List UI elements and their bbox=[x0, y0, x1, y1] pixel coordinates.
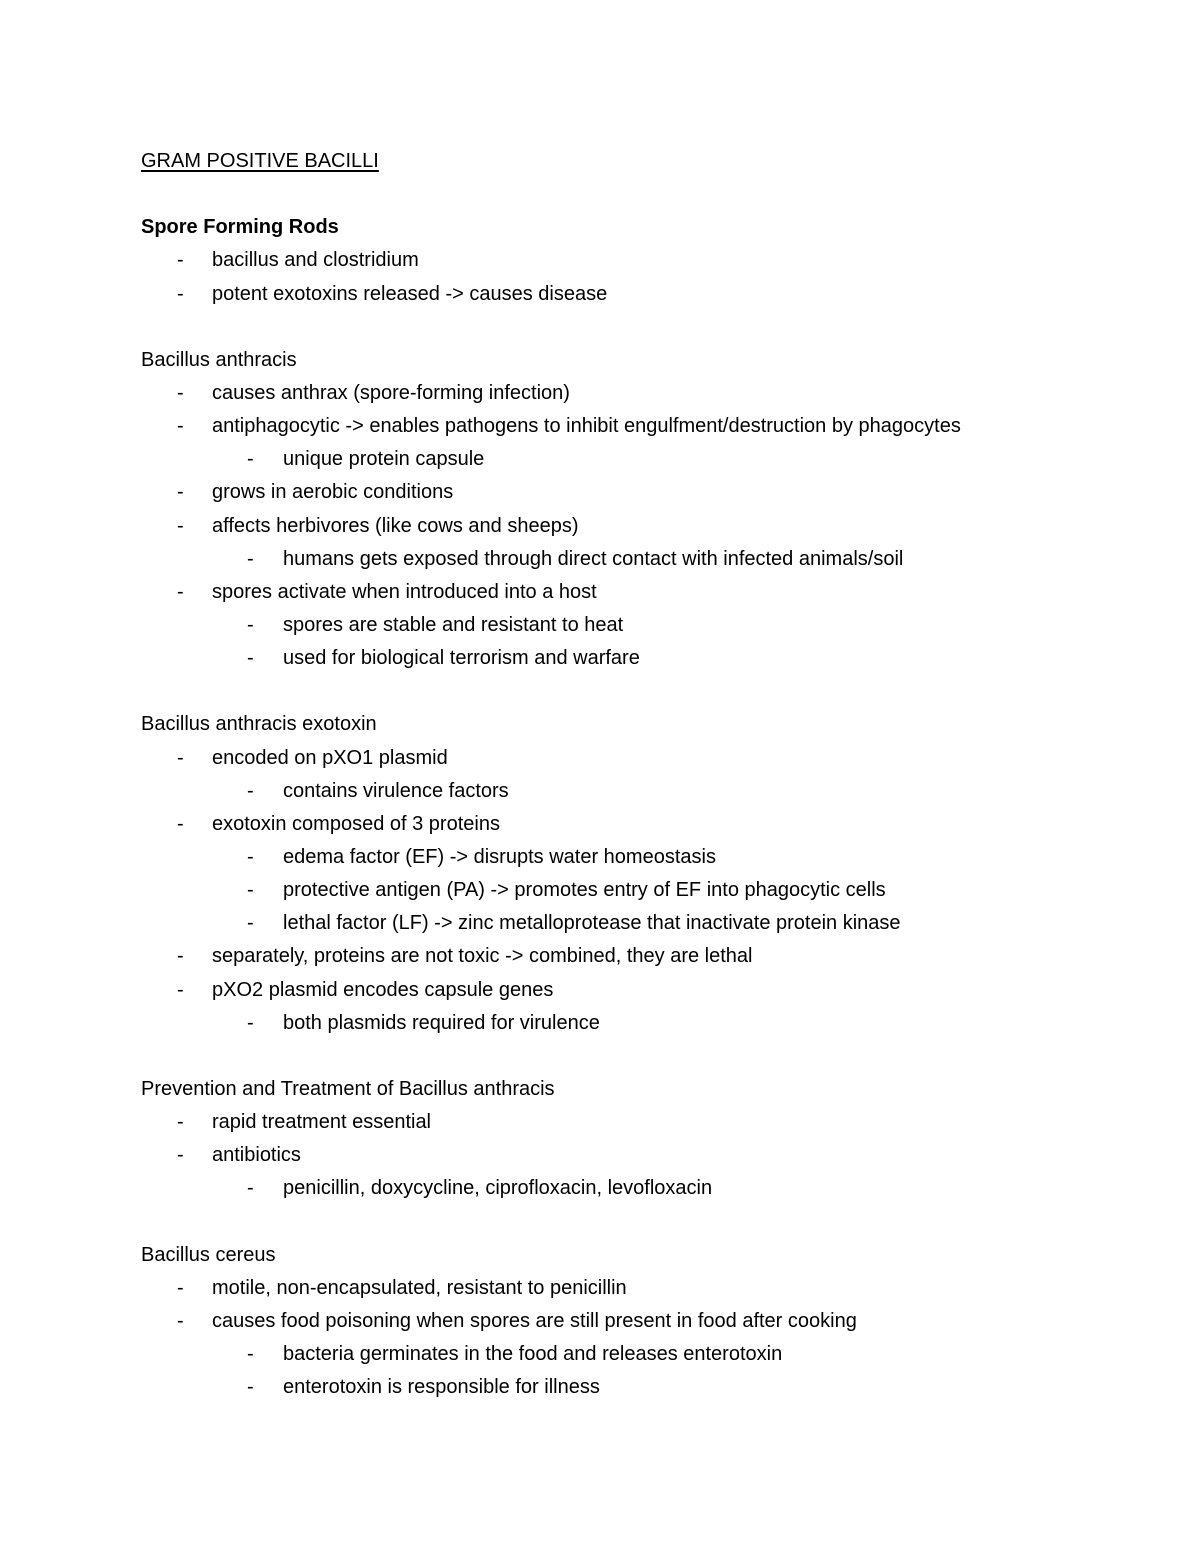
list-item-text: pXO2 plasmid encodes capsule genes bbox=[212, 978, 554, 1001]
bullet-dash: - bbox=[177, 978, 184, 1001]
bullet-dash: - bbox=[177, 1309, 184, 1332]
bullet-dash: - bbox=[247, 613, 254, 636]
list-item-text: exotoxin composed of 3 proteins bbox=[212, 812, 500, 835]
list-item-text: causes food poisoning when spores are still present in food after cooking bbox=[212, 1309, 857, 1332]
list-subitem bbox=[141, 907, 1101, 940]
list-item bbox=[141, 476, 1101, 509]
list-item bbox=[141, 940, 1101, 973]
bullet-dash: - bbox=[177, 812, 184, 835]
list-item-text: enterotoxin is responsible for illness bbox=[283, 1376, 600, 1399]
list-item-text: penicillin, doxycycline, ciprofloxacin, levofloxacin bbox=[283, 1177, 713, 1200]
bullet-dash: - bbox=[247, 1177, 254, 1200]
bullet-dash: - bbox=[247, 779, 254, 802]
section-heading-exotoxin: Bacillus anthracis exotoxin bbox=[141, 713, 377, 736]
list-item-text: affects herbivores (like cows and sheeps) bbox=[212, 514, 579, 537]
list-item bbox=[141, 742, 1101, 775]
list-subitem bbox=[141, 1371, 1101, 1404]
section-heading-prevention-treatment: Prevention and Treatment of Bacillus anthracis bbox=[141, 1077, 555, 1100]
bullet-dash: - bbox=[177, 580, 184, 603]
list-item-text: bacteria germinates in the food and releases enterotoxin bbox=[283, 1343, 783, 1366]
list-subitem bbox=[141, 775, 1101, 808]
list-item-text: causes anthrax (spore-forming infection) bbox=[212, 381, 570, 404]
list-subitem bbox=[141, 543, 1101, 576]
bullet-dash: - bbox=[247, 1011, 254, 1034]
list-subitem bbox=[141, 1007, 1101, 1040]
spacer bbox=[141, 1040, 1101, 1073]
list-item-text: both plasmids required for virulence bbox=[283, 1011, 600, 1034]
bullet-dash: - bbox=[247, 879, 254, 902]
list-subitem bbox=[141, 443, 1101, 476]
bullet-dash: - bbox=[247, 647, 254, 670]
list-subitem bbox=[141, 841, 1101, 874]
spacer bbox=[141, 675, 1101, 708]
spacer bbox=[141, 1206, 1101, 1239]
list-item bbox=[141, 1305, 1101, 1338]
bullet-dash: - bbox=[177, 481, 184, 504]
list-subitem bbox=[141, 1338, 1101, 1371]
list-item bbox=[141, 244, 1101, 277]
document-body bbox=[141, 145, 1101, 1404]
document-title: GRAM POSITIVE BACILLI bbox=[141, 150, 379, 172]
bullet-dash: - bbox=[177, 249, 184, 272]
bullet-dash: - bbox=[177, 1276, 184, 1299]
bullet-dash: - bbox=[247, 845, 254, 868]
spacer bbox=[141, 311, 1101, 344]
section-heading-bacillus-cereus: Bacillus cereus bbox=[141, 1243, 276, 1266]
list-item bbox=[141, 1106, 1101, 1139]
list-item-text: spores are stable and resistant to heat bbox=[283, 613, 624, 636]
bullet-dash: - bbox=[177, 1144, 184, 1167]
list-subitem bbox=[141, 609, 1101, 642]
bullet-dash: - bbox=[177, 1111, 184, 1134]
list-subitem bbox=[141, 874, 1101, 907]
list-item-text: antiphagocytic -> enables pathogens to inhibit engulfment/destruction by phagocytes bbox=[212, 415, 961, 438]
list-item bbox=[141, 510, 1101, 543]
list-item bbox=[141, 576, 1101, 609]
list-item-text: antibiotics bbox=[212, 1144, 301, 1167]
list-item-text: humans gets exposed through direct contact with infected animals/soil bbox=[283, 547, 904, 570]
bullet-dash: - bbox=[177, 282, 184, 305]
list-item bbox=[141, 278, 1101, 311]
list-item bbox=[141, 974, 1101, 1007]
list-item-text: rapid treatment essential bbox=[212, 1111, 432, 1134]
bullet-dash: - bbox=[177, 746, 184, 769]
list-item-text: bacillus and clostridium bbox=[212, 249, 419, 272]
bullet-dash: - bbox=[247, 912, 254, 935]
list-item-text: encoded on pXO1 plasmid bbox=[212, 746, 448, 769]
bullet-dash: - bbox=[247, 448, 254, 471]
list-item-text: protective antigen (PA) -> promotes entry of EF into phagocytic cells bbox=[283, 879, 886, 902]
bullet-dash: - bbox=[247, 547, 254, 570]
section-heading-bacillus-anthracis: Bacillus anthracis bbox=[141, 348, 297, 371]
list-item-text: lethal factor (LF) -> zinc metalloprotease that inactivate protein kinase bbox=[283, 912, 901, 935]
list-subitem bbox=[141, 642, 1101, 675]
bullet-dash: - bbox=[177, 415, 184, 438]
bullet-dash: - bbox=[247, 1376, 254, 1399]
bullet-dash: - bbox=[177, 514, 184, 537]
list-item-text: separately, proteins are not toxic -> combined, they are lethal bbox=[212, 945, 753, 968]
list-item bbox=[141, 1272, 1101, 1305]
list-item bbox=[141, 808, 1101, 841]
list-subitem bbox=[141, 1172, 1101, 1205]
list-item bbox=[141, 377, 1101, 410]
list-item-text: used for biological terrorism and warfare bbox=[283, 647, 640, 670]
list-item-text: grows in aerobic conditions bbox=[212, 481, 454, 504]
spacer bbox=[141, 178, 1101, 211]
list-item-text: spores activate when introduced into a host bbox=[212, 580, 597, 603]
list-item-text: edema factor (EF) -> disrupts water homeostasis bbox=[283, 845, 716, 868]
bullet-dash: - bbox=[177, 945, 184, 968]
list-item-text: contains virulence factors bbox=[283, 779, 509, 802]
section-heading-spore-forming-rods: Spore Forming Rods bbox=[141, 216, 339, 239]
list-item bbox=[141, 1139, 1101, 1172]
list-item-text: unique protein capsule bbox=[283, 448, 485, 471]
bullet-dash: - bbox=[177, 381, 184, 404]
list-item-text: potent exotoxins released -> causes disease bbox=[212, 282, 608, 305]
list-item-text: motile, non-encapsulated, resistant to penicillin bbox=[212, 1276, 627, 1299]
list-item bbox=[141, 410, 1101, 443]
bullet-dash: - bbox=[247, 1343, 254, 1366]
